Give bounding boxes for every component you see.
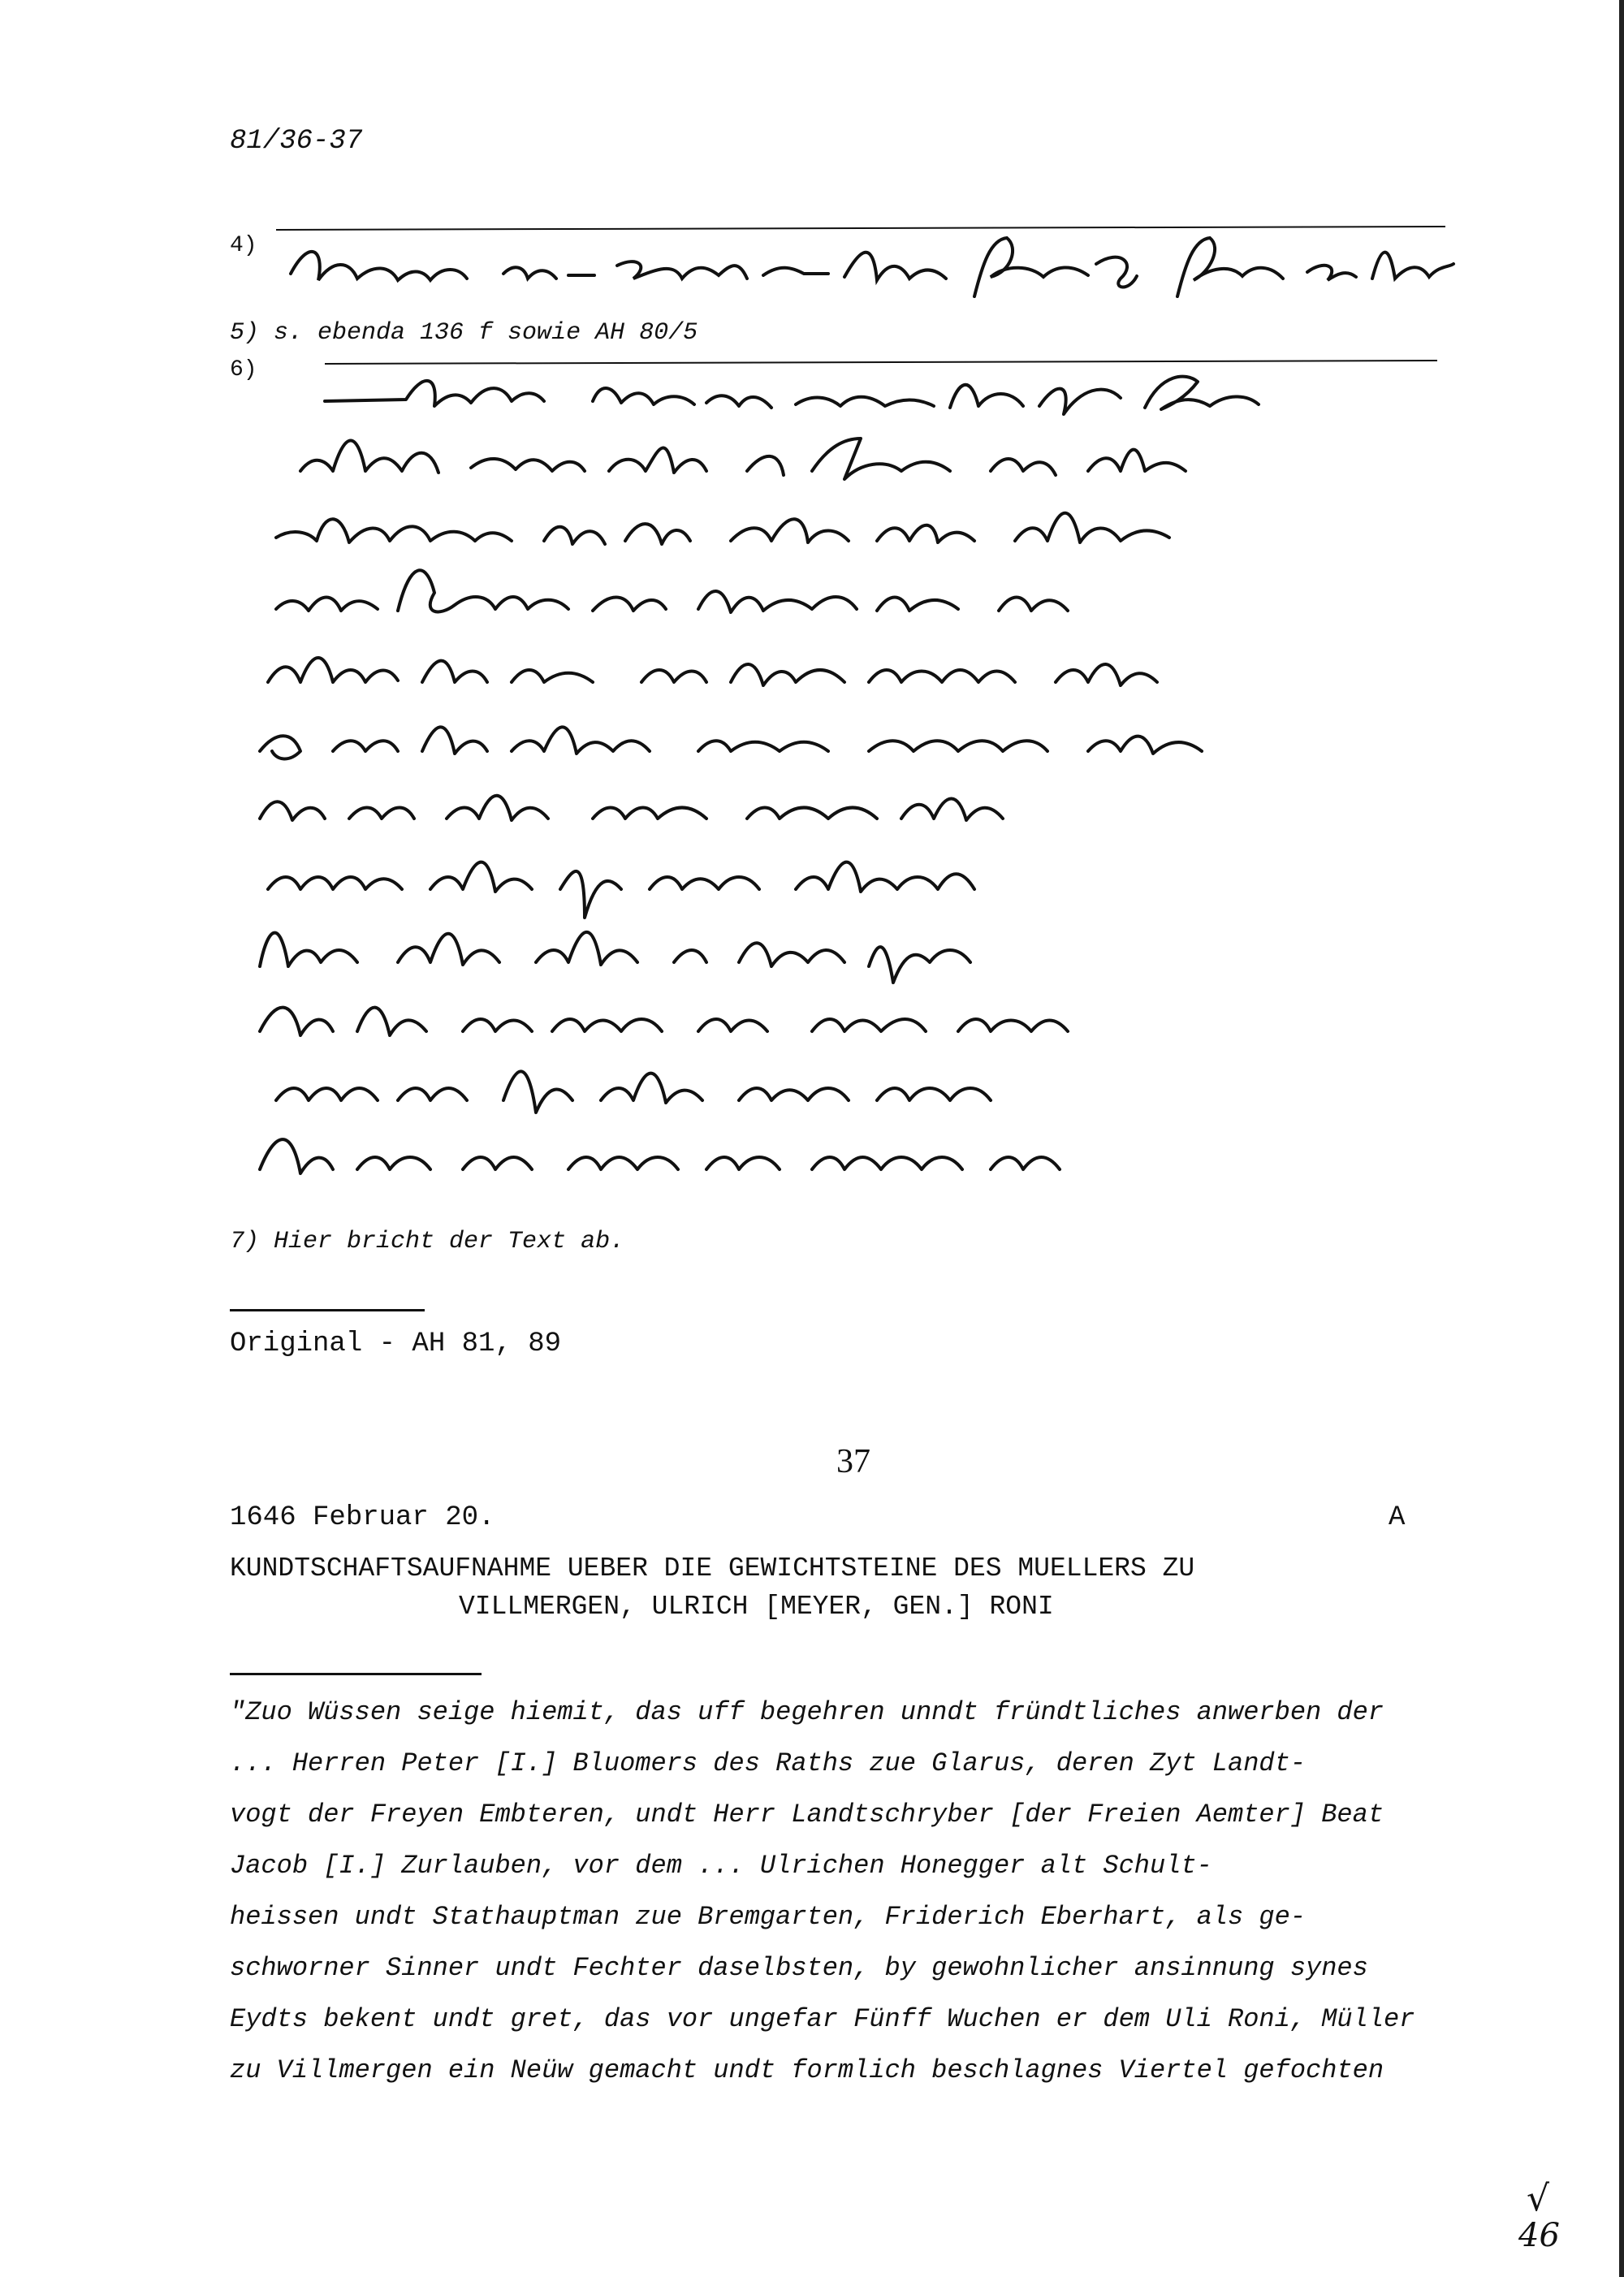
document-number: 37 [836,1443,870,1480]
document-letter: A [1389,1502,1406,1533]
body-line: Jacob [I.] Zurlauben, vor dem ... Ulrichen Honegger alt Schult- [230,1851,1212,1881]
body-line: "Zuo Wüssen seige hiemit, das uff begehren unndt fründtliches anwerben der [230,1697,1384,1727]
body-line: vogt der Freyen Embteren, undt Herr Landtschryber [der Freien Aemter] Beat [230,1800,1384,1830]
source-reference: Original - AH 81, 89 [230,1329,562,1359]
body-line: ... Herren Peter [I.] Bluomers des Raths zue Glarus, deren Zyt Landt- [230,1748,1307,1778]
body-line: schworner Sinner undt Fechter daselbsten, by gewohnlicher ansinnung synes [230,1953,1368,1983]
handwritten-footnote-4 [276,215,1462,305]
body-line: Eydts bekent undt gret, das vor ungefar Fünff Wuchen er dem Uli Roni, Müller [230,2004,1415,2034]
divider-rule-1 [230,1309,425,1311]
page-reference: 81/36-37 [230,126,363,157]
footnote-7: 7) Hier bricht der Text ab. [230,1228,625,1255]
footnote-5: 5) s. ebenda 136 f sowie AH 80/5 [230,319,698,347]
page-number: 46 [1518,2217,1560,2254]
handwritten-footnote-6 [244,349,1445,1218]
footnote-6-number: 6) [230,357,257,382]
document-title-line-2: VILLMERGEN, ULRICH [MEYER, GEN.] RONI [459,1592,1054,1622]
body-line: heissen undt Stathauptman zue Bremgarten, Friderich Eberhart, als ge- [230,1902,1307,1932]
check-mark: √ [1527,2178,1550,2219]
page-edge [1619,0,1624,2277]
footnote-4-number: 4) [230,233,257,258]
document-title-line-1: KUNDTSCHAFTSAUFNAHME UEBER DIE GEWICHTSTEINE DES MUELLERS ZU [230,1553,1195,1584]
divider-rule-2 [230,1673,482,1675]
body-line: zu Villmergen ein Neüw gemacht undt formlich beschlagnes Viertel gefochten [230,2055,1384,2085]
document-date: 1646 Februar 20. [230,1502,495,1533]
